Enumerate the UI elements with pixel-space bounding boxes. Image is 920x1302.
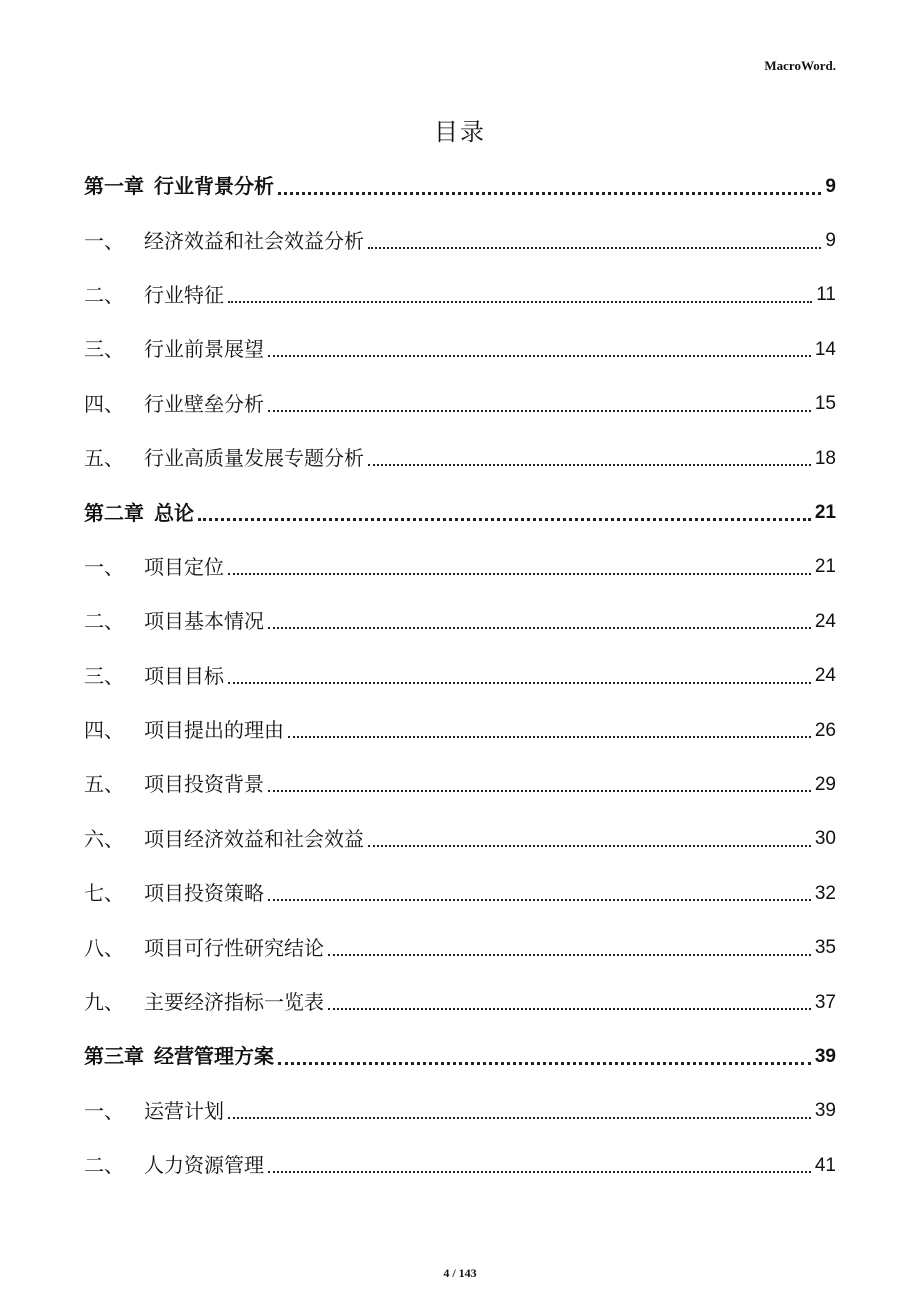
- toc-entry[interactable]: [84, 213, 836, 267]
- dot-leader: [228, 682, 811, 684]
- page-indicator: 4 / 143: [443, 1266, 477, 1280]
- toc-entry[interactable]: [84, 268, 836, 322]
- toc-entry-label: 人力资源管理: [144, 1153, 264, 1178]
- toc-entry-page-number: 15: [814, 393, 836, 415]
- toc-entry-number: 第二章: [84, 500, 144, 525]
- dot-leader: [228, 573, 811, 575]
- toc-entry-label: 主要经济指标一览表: [144, 990, 324, 1015]
- toc-entry-page-number: 30: [814, 828, 836, 850]
- toc-entry-page-number: 14: [814, 338, 836, 360]
- dot-leader: [268, 1171, 811, 1173]
- toc-entry-label: 经济效益和社会效益分析: [144, 228, 364, 253]
- dot-leader: [328, 954, 811, 956]
- dot-leader: [328, 1008, 811, 1010]
- toc-entry[interactable]: [84, 866, 836, 920]
- toc-chapter-entry[interactable]: [84, 485, 836, 539]
- toc-entry-label: 行业背景分析: [154, 174, 274, 199]
- toc-entry-number: 八、: [84, 935, 124, 960]
- dot-leader: [368, 845, 811, 847]
- toc-entry[interactable]: [84, 1138, 836, 1192]
- toc-chapter-entry[interactable]: [84, 159, 836, 213]
- toc-entry-number: 九、: [84, 990, 124, 1015]
- toc-entry-label: 行业特征: [144, 282, 224, 307]
- toc-chapter-entry[interactable]: [84, 1029, 836, 1083]
- toc-entry-label: 总论: [154, 500, 194, 525]
- toc-entry-page-number: 39: [814, 1045, 836, 1067]
- dot-leader: [288, 736, 811, 738]
- toc-entry-label: 项目经济效益和社会效益: [144, 826, 364, 851]
- toc-entry[interactable]: [84, 975, 836, 1029]
- toc-entry[interactable]: [84, 1084, 836, 1138]
- toc-entry-label: 运营计划: [144, 1098, 224, 1123]
- toc-entry[interactable]: [84, 594, 836, 648]
- toc-entry-label: 项目投资背景: [144, 772, 264, 797]
- toc-entry-number: 四、: [84, 391, 124, 416]
- toc-entry-page-number: 35: [814, 937, 836, 959]
- dot-leader: [368, 247, 821, 249]
- toc-entry[interactable]: [84, 431, 836, 485]
- toc-entry[interactable]: [84, 812, 836, 866]
- toc-entry-label: 项目基本情况: [144, 609, 264, 634]
- header-brand: MacroWord.: [764, 58, 836, 73]
- toc-entry-label: 项目投资策略: [144, 881, 264, 906]
- page-title: 目录: [434, 118, 486, 146]
- toc-entry-number: 二、: [84, 609, 124, 634]
- toc-entry-label: 项目目标: [144, 663, 224, 688]
- toc-entry[interactable]: [84, 377, 836, 431]
- toc-entry-label: 行业前景展望: [144, 337, 264, 362]
- toc-entry-page-number: 29: [814, 773, 836, 795]
- toc-entry-label: 项目定位: [144, 554, 224, 579]
- toc-entry-page-number: 9: [825, 230, 836, 252]
- toc-entry-page-number: 21: [814, 502, 836, 524]
- dot-leader: [268, 355, 811, 357]
- toc-entry-page-number: 18: [814, 447, 836, 469]
- dot-leader: [228, 301, 812, 303]
- toc-entry[interactable]: [84, 920, 836, 974]
- toc-entry-number: 三、: [84, 663, 124, 688]
- toc-entry-number: 一、: [84, 1098, 124, 1123]
- toc-entry-number: 五、: [84, 772, 124, 797]
- toc-entry-number: 第三章: [84, 1044, 144, 1069]
- toc-entry-page-number: 24: [814, 665, 836, 687]
- toc-entry-label: 项目可行性研究结论: [144, 935, 324, 960]
- toc-entry-page-number: 32: [814, 882, 836, 904]
- toc-entry-number: 五、: [84, 446, 124, 471]
- dot-leader: [368, 464, 811, 466]
- dot-leader: [278, 1062, 811, 1065]
- toc-entry-number: 六、: [84, 826, 124, 851]
- toc-entry[interactable]: [84, 757, 836, 811]
- dot-leader: [228, 1117, 811, 1119]
- toc-entry-number: 第一章: [84, 174, 144, 199]
- toc-entry[interactable]: [84, 703, 836, 757]
- dot-leader: [268, 410, 811, 412]
- toc-entry[interactable]: [84, 540, 836, 594]
- toc-entry-label: 行业高质量发展专题分析: [144, 446, 364, 471]
- table-of-contents: [84, 159, 836, 1192]
- dot-leader: [198, 518, 811, 521]
- toc-entry-label: 行业壁垒分析: [144, 391, 264, 416]
- toc-entry-page-number: 39: [814, 1100, 836, 1122]
- toc-entry-label: 项目提出的理由: [144, 718, 284, 743]
- toc-entry-number: 二、: [84, 1153, 124, 1178]
- toc-entry-number: 二、: [84, 282, 124, 307]
- dot-leader: [278, 192, 821, 195]
- toc-entry-page-number: 26: [814, 719, 836, 741]
- toc-entry-label: 经营管理方案: [154, 1044, 274, 1069]
- dot-leader: [268, 790, 811, 792]
- toc-entry-number: 四、: [84, 718, 124, 743]
- toc-entry-number: 一、: [84, 554, 124, 579]
- toc-entry-number: 三、: [84, 337, 124, 362]
- toc-entry-page-number: 21: [814, 556, 836, 578]
- dot-leader: [268, 899, 811, 901]
- toc-entry-number: 一、: [84, 228, 124, 253]
- toc-entry-page-number: 41: [814, 1154, 836, 1176]
- toc-entry-page-number: 9: [825, 175, 836, 197]
- toc-entry-page-number: 11: [816, 284, 836, 306]
- toc-entry-page-number: 24: [814, 610, 836, 632]
- toc-entry-page-number: 37: [814, 991, 836, 1013]
- toc-entry[interactable]: [84, 649, 836, 703]
- toc-entry[interactable]: [84, 322, 836, 376]
- toc-entry-number: 七、: [84, 881, 124, 906]
- dot-leader: [268, 627, 811, 629]
